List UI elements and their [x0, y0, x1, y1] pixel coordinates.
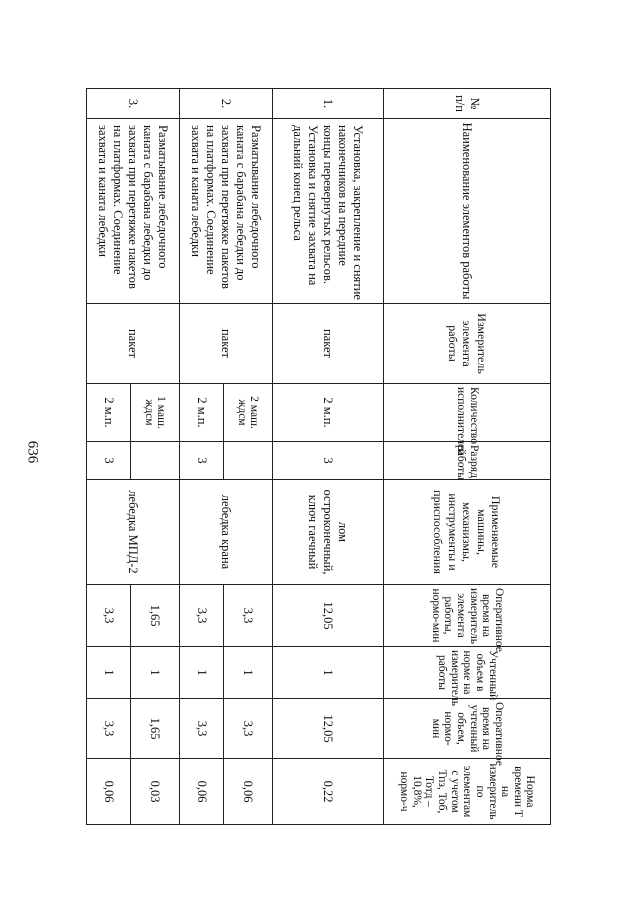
cell-workers: 1 маш. ждсм	[130, 384, 179, 442]
cell-op-time-volume: 12,05	[272, 699, 383, 759]
cell-grade	[223, 442, 272, 480]
cell-op-time-volume: 3,3	[179, 699, 223, 759]
cell-volume: 1	[179, 647, 223, 699]
cell-equipment: лебедка крана	[179, 480, 272, 585]
table-row	[130, 89, 179, 825]
cell-volume: 1	[87, 647, 131, 699]
cell-op-time-volume: 1,65	[130, 699, 179, 759]
cell-op-time-meter: 3,3	[179, 585, 223, 647]
header-op-time-volume: Оперативное время на учтенный объем, нормо-мин	[383, 699, 550, 759]
header-meter: Измеритель элемента работы	[383, 304, 550, 384]
cell-workers: 2 м.п.	[179, 384, 223, 442]
cell-grade	[130, 442, 179, 480]
table-row	[223, 89, 272, 825]
cell-meter: пакет	[179, 304, 272, 384]
cell-norm-time: 0,06	[223, 759, 272, 825]
cell-name: Установка, закрепление и снятие наконечников на передние концы перевернутых рельсов. Установка и снятие захвата на дальний конец рельса	[272, 119, 383, 304]
cell-grade: 3	[272, 442, 383, 480]
header-name: Наименование элементов работы	[383, 119, 550, 304]
page-number: 636	[24, 440, 41, 464]
norms-table	[86, 88, 551, 825]
cell-norm-time: 0,22	[272, 759, 383, 825]
header-no: № п/п	[383, 89, 550, 119]
cell-norm-time: 0,06	[179, 759, 223, 825]
cell-op-time-meter: 12,05	[272, 585, 383, 647]
cell-volume: 1	[272, 647, 383, 699]
cell-volume: 1	[223, 647, 272, 699]
cell-no: 2.	[179, 89, 272, 119]
header-volume: Учтенный объем в норме на измеритель работы	[383, 647, 550, 699]
cell-no: 1.	[272, 89, 383, 119]
cell-equipment: лом остроконечный, ключ гаечный	[272, 480, 383, 585]
cell-equipment: лебедка МПД-2	[87, 480, 180, 585]
cell-workers: 2 м.п.	[272, 384, 383, 442]
table-row	[272, 89, 383, 825]
cell-workers: 2 маш. ждсм	[223, 384, 272, 442]
cell-name: Разматывание лебедочного каната с барабана лебедки до захвата при перетяжке пакетов на платформах. Соединение захвата и каната лебедки	[87, 119, 180, 304]
header-grade: Разряд работы	[383, 442, 550, 480]
cell-op-time-volume: 3,3	[87, 699, 131, 759]
cell-grade: 3	[87, 442, 131, 480]
cell-op-time-volume: 3,3	[223, 699, 272, 759]
cell-no: 3.	[87, 89, 180, 119]
cell-name: Разматывание лебедочного каната с барабана лебедки до захвата при перетяжке пакетов на платформах. Соединение захвата и каната лебедки	[179, 119, 272, 304]
cell-meter: пакет	[272, 304, 383, 384]
cell-workers: 2 м.п.	[87, 384, 131, 442]
rotated-table-frame	[86, 88, 551, 824]
header-workers: Количество исполнителей	[383, 384, 550, 442]
cell-norm-time: 0,03	[130, 759, 179, 825]
header-norm-time: Норма времени Т на измеритель по элементам с учетом Тпз, Тоб, Тотд – 10,8%, нормо-ч	[383, 759, 550, 825]
cell-op-time-meter: 3,3	[223, 585, 272, 647]
header-op-time-meter: Оперативное время на измеритель элемента работы, нормо-мин	[383, 585, 550, 647]
cell-norm-time: 0,06	[87, 759, 131, 825]
header-row	[383, 89, 550, 825]
cell-meter: пакет	[87, 304, 180, 384]
header-equipment: Применяемые машины, механизмы, инструменты и приспособления	[383, 480, 550, 585]
cell-grade: 3	[179, 442, 223, 480]
cell-volume: 1	[130, 647, 179, 699]
cell-op-time-meter: 3,3	[87, 585, 131, 647]
cell-op-time-meter: 1,65	[130, 585, 179, 647]
